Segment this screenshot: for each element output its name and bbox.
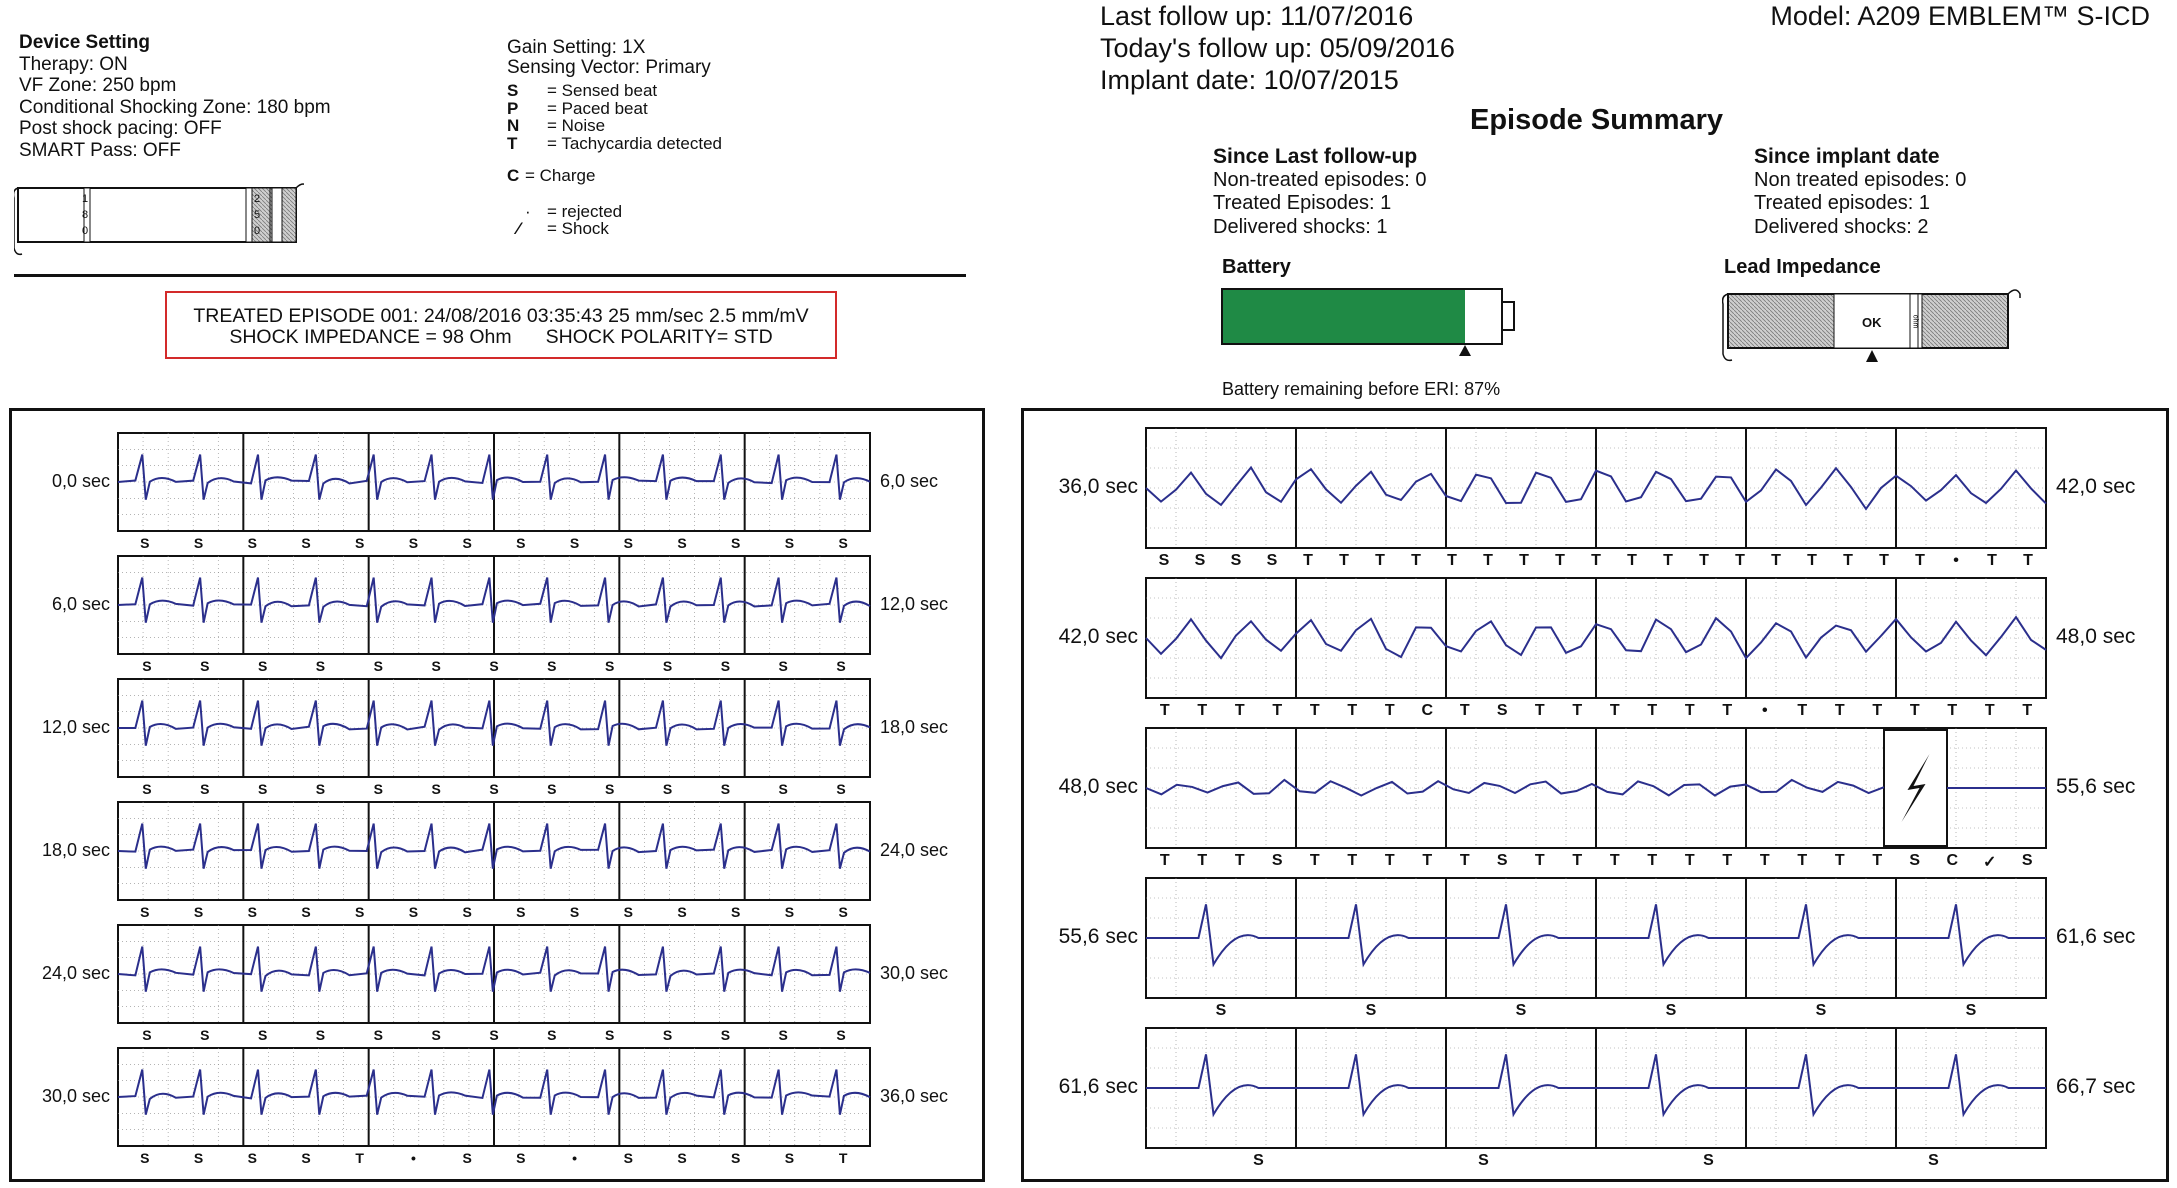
battery-gauge: [1221, 288, 1521, 356]
strip-start-time: 61,6 sec: [1058, 1075, 1138, 1099]
beat-marker: T: [1422, 852, 1433, 869]
beat-marker: S: [1815, 1002, 1827, 1019]
beat-marker: T: [1384, 702, 1395, 719]
sensing-vector: Sensing Vector: Primary: [507, 57, 711, 78]
beat-marker: T: [1627, 552, 1637, 569]
last-follow-up: Last follow up: 11/07/2016: [1100, 1, 1414, 31]
lead-impedance-scroll: [1722, 282, 2022, 364]
beat-marker: S: [140, 535, 150, 551]
beat-marker: S: [301, 535, 311, 551]
beat-marker: S: [623, 1150, 633, 1166]
beat-marker: T: [1987, 552, 1997, 569]
beat-marker: S: [1230, 552, 1242, 569]
strip-end-time: 61,6 sec: [2056, 925, 2136, 949]
ecg-grid: [118, 802, 870, 900]
beat-marker: T: [1459, 702, 1470, 719]
scale-digit: 0: [81, 225, 89, 237]
beat-marker: S: [778, 781, 788, 797]
ecg-strip: [118, 1048, 870, 1182]
beat-marker: S: [662, 1027, 673, 1043]
beat-marker: S: [1158, 552, 1170, 569]
beat-marker: S: [1266, 552, 1278, 569]
beat-marker: S: [247, 904, 257, 920]
beat-marker: T: [1197, 852, 1208, 869]
scale-digit: 1: [81, 193, 89, 205]
header-divider: [14, 274, 966, 277]
beat-marker: T: [1909, 702, 1920, 719]
legend-item: S = Sensed beat: [507, 81, 658, 100]
beat-marker: S: [1271, 852, 1283, 869]
beat-marker: S: [1703, 1152, 1714, 1169]
ecg-strip: [118, 679, 870, 813]
therapy-setting: Therapy: ON: [19, 53, 128, 75]
beat-marker: S: [489, 1027, 499, 1043]
todays-follow-up: Today's follow up: 05/09/2016: [1100, 33, 1455, 63]
beat-marker: T: [1234, 852, 1245, 869]
beat-marker: S: [838, 904, 848, 920]
beat-marker: S: [301, 904, 311, 920]
beat-marker: T: [1347, 702, 1358, 719]
beat-marker: S: [547, 781, 557, 797]
beat-marker: S: [1515, 1002, 1527, 1019]
battery-remaining-label: Battery remaining before ERI: 87%: [1222, 379, 1501, 399]
lead-impedance-scale-text: ohm: [1911, 314, 1919, 329]
legend-item: T = Tachycardia detected: [507, 133, 722, 153]
ecg-strip: [1146, 728, 2046, 884]
beat-marker: T: [1872, 702, 1883, 719]
beat-marker: S: [257, 1027, 268, 1043]
beat-marker: T: [1759, 852, 1770, 869]
beat-marker: S: [662, 781, 673, 797]
beat-marker: S: [677, 1150, 687, 1166]
strip-end-time: 6,0 sec: [880, 471, 939, 492]
legend-item: P = Paced beat: [507, 98, 648, 118]
legend-shock: ⁄ = Shock: [507, 220, 837, 238]
legend-charge: C = Charge: [507, 166, 596, 185]
beat-marker: T: [1347, 852, 1358, 869]
since-last-line: Non-treated episodes: 0: [1213, 168, 1427, 191]
treated-episode-box: [165, 291, 837, 359]
beat-marker: S: [1496, 852, 1508, 869]
beat-marker: T: [1459, 852, 1470, 869]
beat-marker: T: [1984, 702, 1995, 719]
beat-marker: S: [462, 1150, 472, 1166]
beat-marker: S: [1928, 1152, 1939, 1169]
strip-start-time: 18,0 sec: [41, 840, 110, 861]
ecg-grid: [1146, 878, 2046, 998]
beat-marker: T: [1872, 852, 1883, 869]
gain-setting-block: [507, 38, 837, 238]
ecg-grid: [1146, 1028, 2046, 1148]
strip-start-time: 42,0 sec: [1058, 625, 1138, 649]
beat-marker: T: [1384, 852, 1395, 869]
since-implant-line: Delivered shocks: 2: [1754, 215, 1929, 238]
strip-end-time: 18,0 sec: [880, 717, 949, 738]
beat-marker: S: [677, 535, 687, 551]
ecg-grid: [1146, 428, 2046, 548]
strip-start-time: 48,0 sec: [1058, 775, 1138, 799]
ecg-strip: [118, 925, 870, 1059]
beat-marker: T: [1519, 552, 1529, 569]
beat-marker: S: [516, 535, 526, 551]
beat-marker: S: [373, 781, 383, 797]
beat-marker: S: [200, 781, 210, 797]
ecg-strip: [1146, 578, 2046, 734]
beat-marker: T: [1411, 552, 1421, 569]
beat-marker: S: [200, 1027, 210, 1043]
strip-start-time: 6,0 sec: [51, 594, 110, 615]
beat-marker: S: [1665, 1002, 1677, 1019]
beat-marker: T: [1699, 552, 1709, 569]
beat-marker: S: [247, 1150, 257, 1166]
battery-title: Battery: [1222, 256, 1291, 278]
since-implant-line: Treated episodes: 1: [1754, 192, 1931, 214]
beat-marker: T: [1647, 702, 1658, 719]
beat-marker: S: [489, 658, 499, 674]
beat-marker: S: [836, 781, 846, 797]
beat-marker: ✓: [1983, 854, 1997, 871]
since-last-title: Since Last follow-up: [1213, 145, 1418, 168]
beat-marker: T: [1684, 852, 1695, 869]
beat-marker: T: [1807, 552, 1817, 569]
conditional-zone-setting: Conditional Shocking Zone: 180 bpm: [19, 96, 331, 118]
ecg-grid: [118, 679, 870, 777]
ecg-grid: [118, 925, 870, 1023]
device-setting-title: Device Setting: [19, 32, 150, 53]
lead-impedance-title: Lead Impedance: [1724, 256, 1881, 278]
beat-marker: S: [373, 1027, 383, 1043]
gain-setting: Gain Setting: 1X: [507, 37, 646, 58]
beat-marker: T: [1309, 702, 1320, 719]
ecg-grid: [118, 1048, 870, 1146]
beat-marker: S: [462, 535, 472, 551]
beat-marker: S: [569, 535, 580, 551]
beat-marker: S: [315, 781, 326, 797]
beat-marker: T: [1722, 852, 1733, 869]
beat-marker: S: [193, 1150, 204, 1166]
beat-marker: S: [547, 658, 557, 674]
beat-marker: S: [373, 658, 383, 674]
beat-marker: T: [1609, 852, 1620, 869]
ecg-panel-right: [1021, 408, 2169, 1182]
beat-marker: •: [1953, 552, 1959, 569]
since-implant-title: Since implant date: [1754, 145, 1940, 168]
beat-marker: T: [1663, 552, 1673, 569]
beat-marker: S: [731, 904, 741, 920]
strip-end-time: 36,0 sec: [880, 1086, 949, 1107]
beat-marker: T: [1375, 552, 1385, 569]
beat-marker: S: [2021, 852, 2033, 869]
beat-marker: S: [720, 658, 731, 674]
beat-marker: S: [731, 535, 741, 551]
strip-end-time: 30,0 sec: [880, 963, 949, 984]
ecg-panel-left: [9, 408, 985, 1182]
beat-marker: •: [410, 1150, 416, 1166]
beat-marker: S: [193, 904, 204, 920]
beat-marker: S: [605, 658, 615, 674]
beat-marker: T: [1879, 552, 1889, 569]
beat-marker: S: [140, 1150, 150, 1166]
since-implant-line: Non treated episodes: 0: [1754, 168, 1967, 191]
beat-marker: T: [1609, 702, 1620, 719]
strip-start-time: 55,6 sec: [1058, 925, 1138, 949]
beat-marker: S: [301, 1150, 311, 1166]
beat-marker: S: [193, 535, 204, 551]
scale-digit: 8: [81, 209, 89, 221]
beat-marker: T: [1797, 852, 1808, 869]
beat-marker: T: [1303, 552, 1313, 569]
beat-marker: S: [1215, 1002, 1227, 1019]
shock-icon: ⁄: [517, 219, 520, 238]
beat-marker: T: [838, 1150, 848, 1166]
beat-marker: T: [1572, 702, 1583, 719]
scale-digit: 0: [253, 225, 261, 237]
beat-marker: S: [142, 781, 152, 797]
beat-marker: S: [1496, 702, 1508, 719]
lead-impedance-status: OK: [1862, 315, 1882, 330]
beat-marker: S: [605, 781, 615, 797]
beat-marker: T: [1684, 702, 1695, 719]
beat-marker: S: [489, 781, 499, 797]
beat-marker: T: [1647, 852, 1658, 869]
beat-marker: S: [257, 781, 268, 797]
ecg-grid: [1146, 578, 2046, 698]
beat-marker: T: [1234, 702, 1245, 719]
ecg-strip: [118, 802, 870, 936]
beat-marker: T: [1722, 702, 1733, 719]
beat-marker: •: [1761, 702, 1768, 719]
since-last-line: Treated Episodes: 1: [1213, 192, 1392, 214]
beat-marker: T: [1534, 702, 1545, 719]
beat-marker: T: [1339, 552, 1349, 569]
beat-marker: T: [1159, 852, 1170, 869]
beat-marker: T: [1797, 702, 1808, 719]
beat-marker: S: [547, 1027, 557, 1043]
beat-marker: S: [778, 658, 788, 674]
ecg-strip: [1146, 428, 2046, 584]
beat-marker: S: [516, 1150, 526, 1166]
beat-marker: T: [1197, 702, 1208, 719]
beat-marker: S: [784, 904, 795, 920]
beat-marker: T: [1735, 552, 1745, 569]
ecg-strip: [118, 433, 870, 567]
vf-zone-setting: VF Zone: 250 bpm: [19, 75, 177, 96]
beat-marker: S: [784, 1150, 795, 1166]
strip-start-time: 36,0 sec: [1058, 475, 1138, 499]
scale-digit: 2: [253, 193, 261, 205]
beat-marker: S: [836, 1027, 846, 1043]
episode-summary-title: Episode Summary: [1470, 104, 1724, 136]
beat-marker: S: [431, 658, 441, 674]
beat-marker: S: [1194, 552, 1206, 569]
beat-marker: S: [355, 535, 365, 551]
ecg-grid: [118, 433, 870, 531]
beat-marker: T: [1483, 552, 1493, 569]
beat-marker: S: [142, 1027, 152, 1043]
beat-marker: S: [623, 535, 633, 551]
strip-end-time: 12,0 sec: [880, 594, 949, 615]
legend-rejected: · = rejected: [525, 201, 623, 221]
beat-marker: S: [784, 535, 795, 551]
beat-marker: S: [408, 535, 419, 551]
beat-marker: S: [1909, 852, 1921, 869]
beat-marker: T: [1771, 552, 1781, 569]
beat-marker: T: [2023, 552, 2033, 569]
beat-marker: S: [1365, 1002, 1377, 1019]
beat-marker: S: [836, 658, 846, 674]
strip-end-time: 55,6 sec: [2056, 775, 2136, 799]
beat-marker: •: [572, 1150, 578, 1166]
implant-date: Implant date: 10/07/2015: [1100, 65, 1399, 95]
legend-item: N = Noise: [507, 116, 606, 135]
ecg-grid: [1146, 728, 2046, 848]
beat-marker: T: [1447, 552, 1457, 569]
beat-marker: S: [462, 904, 472, 920]
beat-marker: T: [1572, 852, 1583, 869]
beat-marker: T: [1843, 552, 1853, 569]
beat-marker: C: [1421, 702, 1434, 719]
beat-marker: S: [431, 1027, 441, 1043]
follow-up-block: [1100, 0, 1455, 96]
beat-marker: C: [1946, 852, 1959, 869]
scale-digit: 5: [253, 209, 261, 221]
beat-marker: S: [731, 1150, 741, 1166]
beat-marker: S: [257, 658, 268, 674]
beat-marker: T: [1591, 552, 1601, 569]
beat-marker: S: [623, 904, 633, 920]
since-last-follow-up: [1213, 145, 1426, 239]
beat-marker: T: [1915, 552, 1925, 569]
smart-pass-setting: SMART Pass: OFF: [19, 139, 181, 161]
strip-end-time: 66,7 sec: [2056, 1075, 2136, 1099]
beat-marker: S: [569, 904, 580, 920]
beat-marker: S: [200, 658, 210, 674]
beat-marker: T: [1272, 702, 1283, 719]
beat-marker: S: [662, 658, 673, 674]
ecg-grid: [118, 556, 870, 654]
beat-marker: T: [355, 1150, 364, 1166]
beat-marker: S: [605, 1027, 615, 1043]
episode-line2: SHOCK IMPEDANCE = 98 Ohm SHOCK POLARITY= STD: [229, 326, 773, 348]
beat-marker: S: [431, 781, 441, 797]
strip-end-time: 42,0 sec: [2056, 475, 2136, 499]
beat-marker: S: [1253, 1152, 1264, 1169]
post-shock-pacing-setting: Post shock pacing: OFF: [19, 118, 222, 139]
since-last-line: Delivered shocks: 1: [1213, 215, 1388, 238]
beat-marker: S: [247, 535, 257, 551]
since-implant-date: [1754, 145, 1966, 239]
strip-end-time: 24,0 sec: [880, 840, 949, 861]
ecg-strip: [1146, 878, 2046, 1034]
beat-marker: S: [720, 781, 731, 797]
ecg-strip: [1146, 1028, 2046, 1184]
beat-marker: S: [315, 1027, 326, 1043]
beat-marker: S: [142, 658, 152, 674]
beat-marker: T: [1555, 552, 1565, 569]
beat-marker: S: [1478, 1152, 1489, 1169]
strip-start-time: 24,0 sec: [41, 963, 110, 984]
beat-marker: T: [1309, 852, 1320, 869]
zone-scale-scroll: [14, 176, 304, 256]
beat-marker: S: [677, 904, 687, 920]
device-model: Model: A209 EMBLEM™ S-ICD: [1770, 1, 2150, 31]
beat-marker: T: [1159, 702, 1170, 719]
ecg-strip: [118, 556, 870, 690]
strip-end-time: 48,0 sec: [2056, 625, 2136, 649]
beat-marker: T: [1534, 852, 1545, 869]
strip-start-time: 12,0 sec: [41, 717, 110, 738]
beat-marker: T: [1834, 702, 1845, 719]
episode-line1: TREATED EPISODE 001: 24/08/2016 03:35:43 25 mm/sec 2.5 mm/mV: [193, 305, 809, 327]
beat-marker: S: [778, 1027, 788, 1043]
battery-fill: [1223, 290, 1465, 343]
strip-start-time: 0,0 sec: [51, 471, 110, 492]
beat-marker: S: [516, 904, 526, 920]
beat-marker: S: [408, 904, 419, 920]
beat-marker: S: [315, 658, 326, 674]
strip-start-time: 30,0 sec: [41, 1086, 110, 1107]
beat-marker: S: [355, 904, 365, 920]
marker-legend: [507, 82, 837, 152]
beat-marker: S: [1965, 1002, 1977, 1019]
beat-marker: T: [1947, 702, 1958, 719]
beat-marker: T: [2022, 702, 2033, 719]
beat-marker: S: [838, 535, 848, 551]
device-setting-block: [19, 32, 479, 161]
beat-marker: S: [140, 904, 150, 920]
beat-marker: T: [1834, 852, 1845, 869]
beat-marker: S: [720, 1027, 731, 1043]
